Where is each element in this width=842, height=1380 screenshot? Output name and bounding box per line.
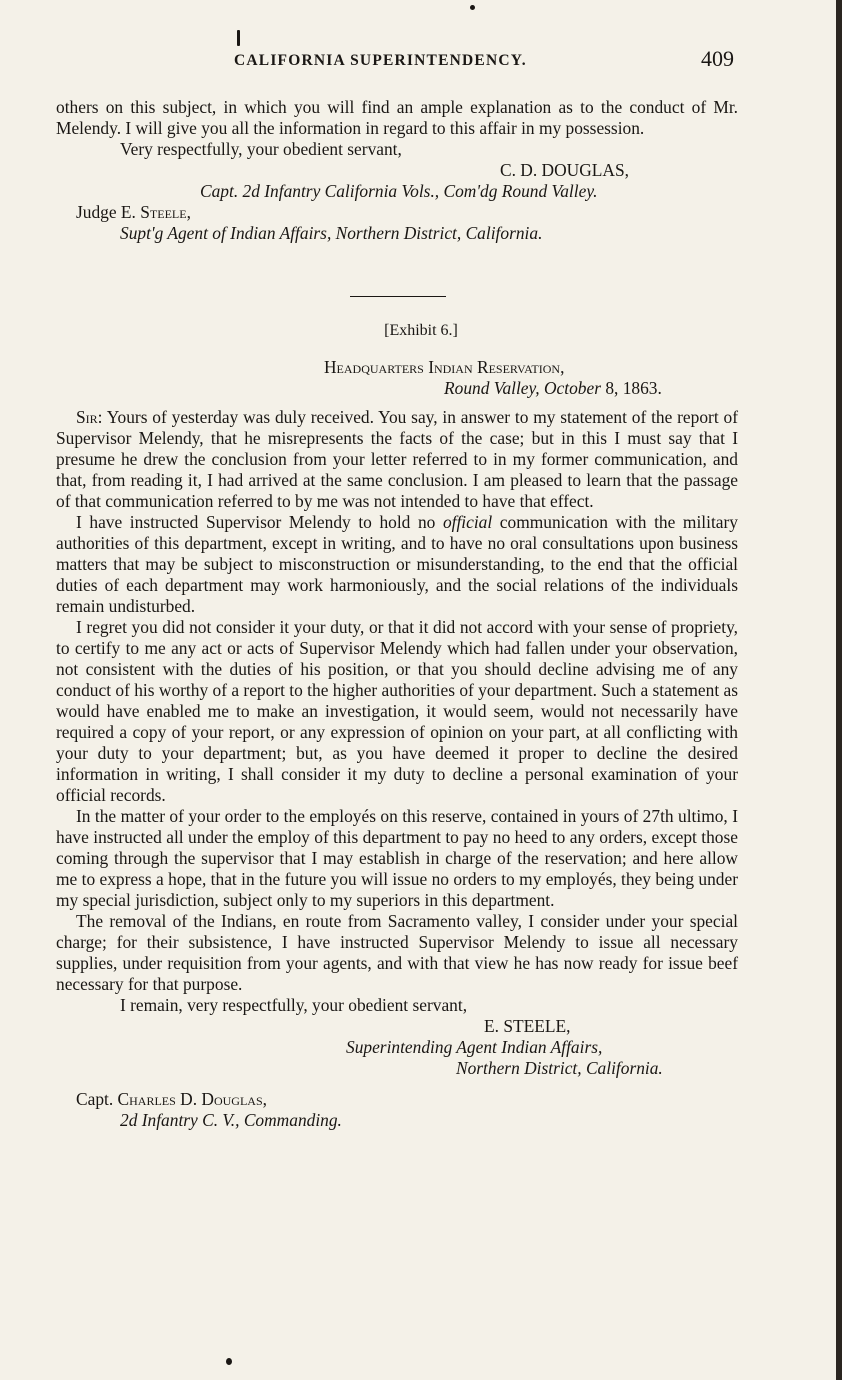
addressee-name: Charles D. Douglas, — [117, 1089, 267, 1109]
letter-one-body: others on this subject, in which you will find an ample explanation as to the conduct of Mr. Melendy. I will give you all the information in regard to this affair in my possession. — [56, 97, 738, 138]
paragraph-three: I regret you did not consider it your duty, or that it did not accord with your sense of propriety, to certify to me any act or acts of Supervisor Melendy which had fallen under your observation, not consistent with the duties of his position, or that you should decline advising me of any conduct of his worthy of a report to the higher authorities of your department. Such a statement as would have enabled me to make an investigation, it would seem, would not necessarily have required a copy of your report, or any expression of opinion on your part, at all conflicting with your duty to your department; but, as you have deemed it proper to decline the desired information in writing, I shall consider it my duty to decline a personal examination of your official records. — [56, 617, 738, 805]
letter-two-signature-title-one: Superintending Agent Indian Affairs, — [346, 1037, 603, 1057]
letter-two — [56, 357, 738, 1131]
letter-one-addressee — [56, 202, 738, 223]
letter-one — [56, 97, 738, 244]
exhibit-label: [Exhibit 6.] — [384, 322, 458, 339]
paragraph-five: The removal of the Indians, en route from Sacramento valley, I consider under your special charge; for their subsistence, I have instructed Supervisor Melendy to issue all necessary supplies, under requisition from your agents, and with that view he has now ready for issue beef necessary for that purpose. — [56, 911, 738, 994]
addressee-surname: Steele, — [140, 202, 191, 222]
section-divider — [350, 296, 446, 297]
paragraph-two-official: official — [442, 512, 493, 532]
addressee-prefix: Capt. — [76, 1089, 118, 1109]
scan-speck — [470, 5, 475, 10]
scan-mark — [237, 30, 240, 46]
letter-two-signature-title-two: Northern District, California. — [456, 1058, 663, 1078]
paragraph-two-b: communication with the military authorities of this department, except in writing, and to have no oral consultations upon business matters that may be subject to misconstruction or misunderstanding, to the end that the official duties of each department may work harmoniously, and the social relations of the individuals remain undisturbed. — [56, 512, 738, 616]
page-number: 409 — [701, 46, 734, 71]
heading-date: 8, 1863. — [600, 378, 662, 398]
paragraph-one-text: Yours of yesterday was duly received. You say, in answer to my statement of the report of Supervisor Melendy, that he misrepresents the facts of the case; but in this I must say that I presume he drew the conclusion from your letter referred to in my former communication, and that, from reading it, I had arrived at the same conclusion. I am pleased to learn that the passage of that communication referred to by me was not intended to have that effect. — [56, 407, 738, 511]
letter-one-addressee-title: Supt'g Agent of Indian Affairs, Northern District, California. — [120, 223, 543, 243]
page-header — [56, 44, 746, 76]
heading-place: Round Valley, October — [444, 378, 601, 398]
salutation: Sir: — [76, 407, 103, 427]
letter-two-heading: Headquarters Indian Reservation, — [324, 357, 565, 377]
letter-two-addressee-title: 2d Infantry C. V., Commanding. — [120, 1110, 342, 1130]
letter-one-closing: Very respectfully, your obedient servant, — [120, 139, 402, 159]
paragraph-one — [56, 407, 738, 512]
letter-two-signature-name: E. STEELE, — [484, 1016, 571, 1036]
letter-two-place-date — [56, 378, 738, 399]
paragraph-two-a: I have instructed Supervisor Melendy to hold no — [76, 512, 443, 532]
paragraph-four: In the matter of your order to the employés on this reserve, contained in yours of 27th ultimo, I have instructed all under the employ of this department to pay no heed to any orders, except those coming through the supervisor that I may establish in charge of the reservation; and here allow me to express a hope, that in the future you will issue no orders to my employés, they being under my special jurisdiction, subject only to my superiors in this department. — [56, 806, 738, 910]
paragraph-two — [56, 512, 738, 617]
running-head: CALIFORNIA SUPERINTENDENCY. — [234, 52, 527, 69]
letter-one-signature-name: C. D. DOUGLAS, — [500, 160, 629, 180]
letter-one-signature-title: Capt. 2d Infantry California Vols., Com'dg Round Valley. — [200, 181, 598, 201]
scan-speck — [226, 1358, 232, 1365]
letter-two-addressee — [56, 1089, 738, 1110]
letter-two-closing: I remain, very respectfully, your obedient servant, — [120, 995, 468, 1015]
addressee-prefix: Judge E. — [76, 202, 141, 222]
